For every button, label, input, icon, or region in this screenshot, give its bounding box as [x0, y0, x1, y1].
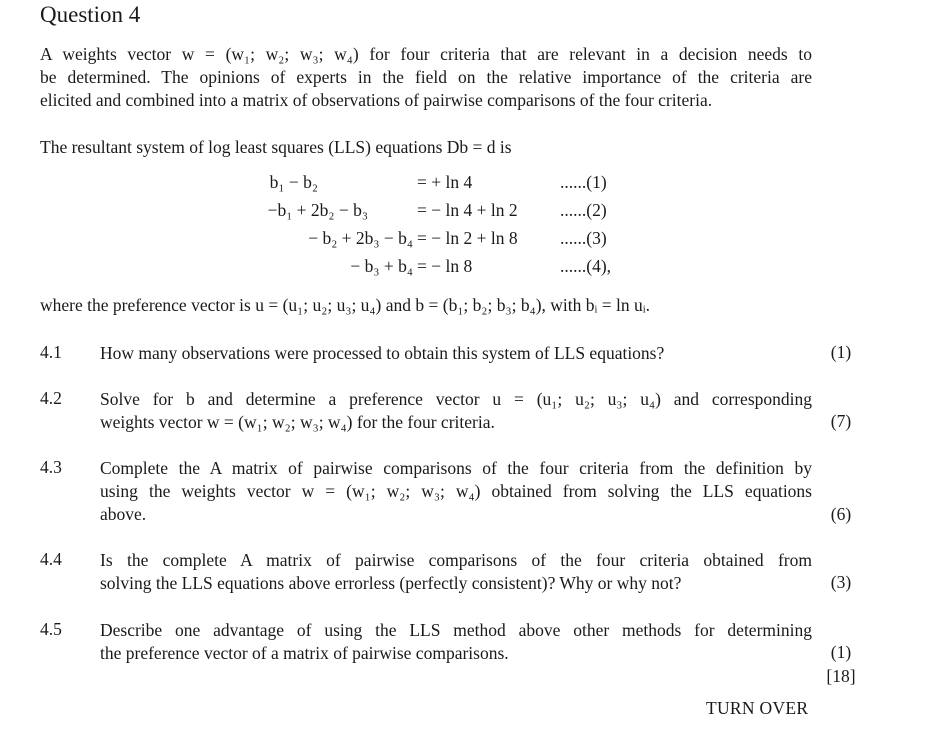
question-line: weights vector w = (w₁; w₂; w₃; w₄) for the four criteria. [100, 412, 495, 432]
question-line: using the weights vector w = (w₁; w₂; w₃; w₄) obtained from solving the LLS equations [100, 481, 812, 501]
equation-1-lhs: b₁ − b₂ [269, 172, 318, 192]
question-marks: (7) [830, 411, 852, 431]
question-line: the preference vector of a matrix of pairwise comparisons. [100, 643, 509, 663]
equation-1-rhs: = + ln 4 [417, 172, 473, 192]
question-line: Describe one advantage of using the LLS method above other methods for determining [100, 620, 812, 640]
where-line: where the preference vector is u = (u₁; u₂; u₃; u₄) and b = (b₁; b₂; b₃; b₄), with bᵢ = ln uᵢ. [40, 295, 650, 315]
question-line: How many observations were processed to obtain this system of LLS equations? [100, 343, 665, 363]
system-intro: The resultant system of log least squares (LLS) equations Db = d is [40, 137, 512, 157]
equation-3-lhs: − b₂ + 2b₃ − b₄ [308, 228, 413, 248]
question-heading: Question 4 [40, 2, 141, 27]
intro-line-2: be determined. The opinions of experts in the field on the relative importance of the criteria are [40, 67, 812, 87]
question-number: 4.3 [40, 457, 62, 477]
intro-line-1: A weights vector w = (w₁; w₂; w₃; w₄) for four criteria that are relevant in a decision needs to [40, 44, 812, 64]
intro-paragraph [40, 43, 812, 112]
question-number: 4.2 [40, 388, 62, 408]
equation-3-rhs: = − ln 2 + ln 8 [417, 228, 518, 248]
equation-2-tag: ......(2) [560, 200, 607, 220]
turn-over-footer: TURN OVER [706, 698, 809, 718]
total-marks: [18] [826, 666, 856, 686]
equation-4-tag: ......(4), [560, 256, 612, 276]
question-line: above. [100, 504, 147, 524]
question-line: Is the complete A matrix of pairwise comparisons of the four criteria obtained from [100, 550, 812, 570]
question-marks: (6) [830, 504, 852, 524]
question-line: Complete the A matrix of pairwise comparisons of the four criteria from the definition by [100, 458, 812, 478]
question-number: 4.1 [40, 342, 62, 362]
question-marks: (3) [830, 572, 852, 592]
question-marks: (1) [830, 342, 852, 362]
question-text [100, 457, 812, 526]
equation-4-rhs: = − ln 8 [417, 256, 473, 276]
question-line: Solve for b and determine a preference vector u = (u₁; u₂; u₃; u₄) and corresponding [100, 389, 812, 409]
equation-1-tag: ......(1) [560, 172, 607, 192]
question-text [100, 342, 812, 365]
question-line: solving the LLS equations above errorless (perfectly consistent)? Why or why not? [100, 573, 682, 593]
question-text [100, 619, 812, 665]
equation-3-tag: ......(3) [560, 228, 607, 248]
question-number: 4.4 [40, 549, 62, 569]
intro-line-3: elicited and combined into a matrix of observations of pairwise comparisons of the four criteria. [40, 90, 713, 110]
question-text [100, 549, 812, 595]
equation-2-rhs: = − ln 4 + ln 2 [417, 200, 518, 220]
question-text [100, 388, 812, 434]
equation-4-lhs: − b₃ + b₄ [350, 256, 413, 276]
question-number: 4.5 [40, 619, 62, 639]
question-marks: (1) [830, 642, 852, 662]
equation-2-lhs: −b₁ + 2b₂ − b₃ [267, 200, 368, 220]
